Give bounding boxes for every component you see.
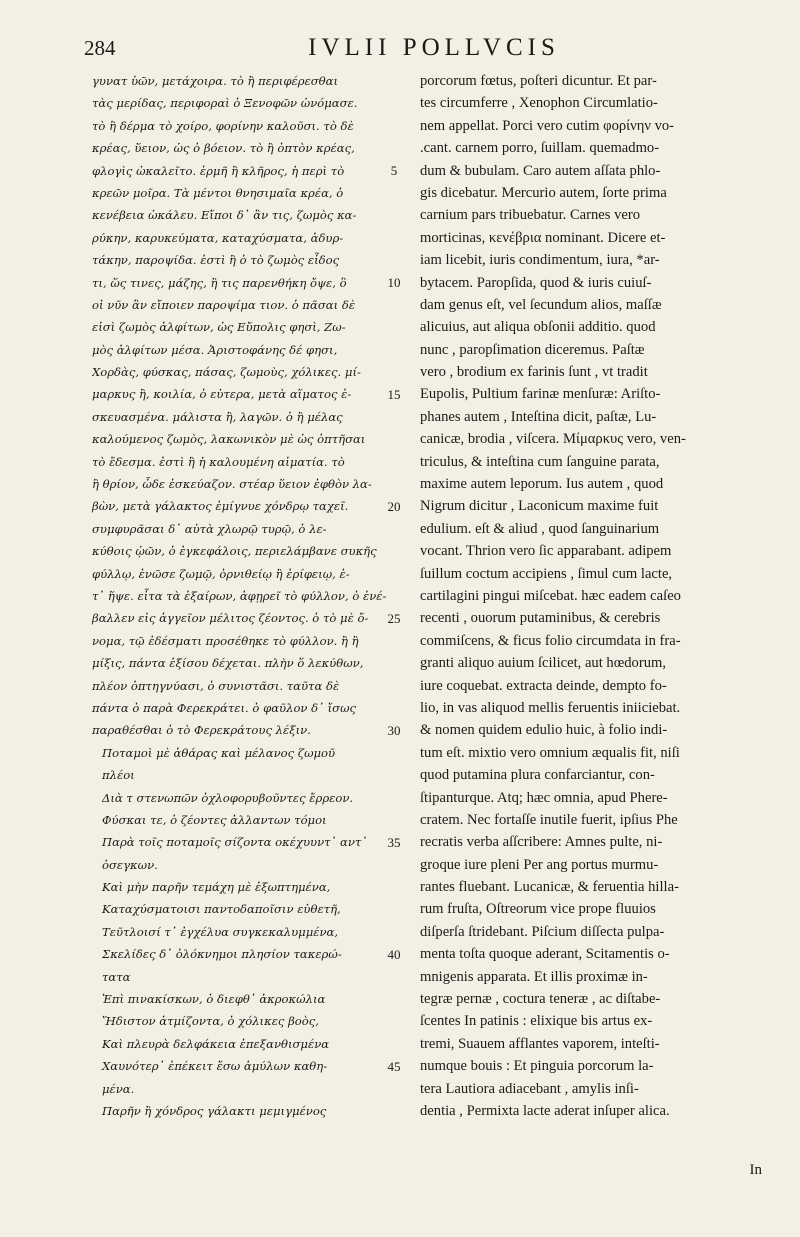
greek-line: πλέον ὀπτηγνύασι, ὁ συνιστᾶσι. ταῦτα δὲ (92, 678, 340, 693)
latin-line: dum & bubulam. Caro autem aſſata phlo- (420, 162, 661, 179)
greek-line: γυνατ ὑῶν, μετάχοιρα. τὸ ἢ περιφέρεσθαι (92, 74, 338, 88)
latin-line: granti aliquo auium ſcilicet, aut hœdorum, (420, 655, 667, 672)
greek-line: φύλλῳ, ἐνῶσε ζωμῷ, ὀρνιθείῳ ἢ ἐρίφειῳ, ἐ- (92, 566, 350, 581)
line-number: 20 (387, 498, 401, 514)
greek-line: οἱ νῦν ἂν εἴποιεν παροψίμα τιον. ὁ πᾶσαι δὲ (92, 297, 356, 312)
latin-line: gis dicebatur. Mercurio autem, ſorte prima (420, 184, 667, 201)
greek-line: συμφυρᾶσαι δ᾽ αὐτὰ χλωρῷ τυρῷ, ὁ λε- (92, 521, 327, 536)
catchword: In (749, 1162, 762, 1178)
page-number: 284 (84, 36, 116, 60)
line-number: 25 (387, 610, 401, 626)
latin-line: recratis verba aſſcribere: Amnes pulte, ni- (420, 834, 663, 851)
latin-line: dentia , Permixta lacte aderat inſuper alica. (420, 1102, 670, 1119)
latin-line: commiſcens, & ficus folio circumdata in fra- (420, 632, 681, 649)
latin-line: tera Lautiora adiacebant , amylis inſi- (420, 1080, 639, 1097)
latin-line: ſuillum coctum accipiens , ſimul cum lacte, (420, 565, 673, 582)
greek-line: τὰς μερίδας, περιφοραὶ ὁ Ξενοφῶν ὠνόμασε. (92, 96, 358, 111)
latin-line: ſcentes In patinis : elixique bis artus ex- (420, 1013, 653, 1030)
greek-line: πάντα ὁ παρὰ Φερεκράτει. ὁ φαῦλον δ᾽ ἴσως (92, 700, 357, 715)
latin-line: maxime autem leporum. Ius autem , quod (420, 476, 664, 493)
latin-line: tegræ pernæ , coctura teneræ , ac diſtabe- (420, 991, 661, 1008)
greek-line: εἰσὶ ζωμὸς ἀλφίτων, ὡς Εὔπολις φησὶ, Ζω- (92, 320, 346, 335)
greek-line: παραθέσθαι ὁ τὸ Φερεκράτους λέξιν. (92, 723, 311, 738)
latin-line: menta toſta quoque aderant, Scitamentis o- (420, 946, 670, 963)
latin-line: canicæ, brodia , viſcera. Μίμαρκυς vero, ven- (420, 431, 686, 448)
latin-line: triculus, & inteſtina cum ſanguine parata, (420, 453, 660, 470)
latin-line: rum fruſta, Oſtreorum vice prope fluuios (420, 901, 656, 918)
greek-text-column (92, 70, 392, 1122)
greek-line: νομα, τῷ ἐδέσματι προσέθηκε τὸ φύλλον. ἢ ἢ (92, 633, 359, 648)
greek-line: πλέοι (102, 768, 135, 783)
line-number: 15 (387, 386, 401, 402)
greek-line: τάκην, παροψίδα. ἐστὶ ἢ ὁ τὸ ζωμὸς εἶδος (92, 253, 340, 268)
latin-line: Eupolis, Pultium farinæ menſuræ: Ariſto- (420, 386, 661, 403)
greek-line: μαρκυς ἢ, κοιλία, ὁ εὐτερα, μετὰ αἵματος ἐ- (92, 387, 352, 402)
line-number: 35 (387, 834, 401, 850)
greek-line: κενέβεια ὠκάλευ. Εἴποι δ᾽ ἂν τις, ζωμὸς κα- (92, 208, 357, 223)
greek-line: Ποταμοὶ μὲ ἀθάρας καὶ μέλανος ζωμοῦ (102, 745, 336, 760)
latin-line: vocant. Thrion vero ſic apparabant. adipem (420, 543, 672, 560)
latin-line: recenti , ouorum putaminibus, & cerebris (420, 610, 661, 627)
greek-line: ρύκην, καρυκεύματα, καταχύσματα, ἀδυρ- (92, 230, 344, 245)
line-number: 10 (387, 274, 401, 290)
greek-line: καλούμενος ζωμὸς, λακωνικὸν μὲ ὡς ὀπτῆσαι (92, 432, 366, 447)
latin-line: phanes autem , Inteſtina dicit, paſtæ, Lu- (420, 408, 657, 425)
latin-line: alicuius, aut aliqua obſonii additio. quod (420, 319, 656, 336)
latin-line: numque bouis : Et pinguia porcorum la- (420, 1058, 654, 1075)
line-number: 45 (387, 1058, 401, 1074)
latin-line: groque iure pleni Per ang portus murmu- (420, 856, 659, 873)
greek-line: Ἥδιστον ἀτμίζοντα, ὁ χόλικες βοὸς, (102, 1014, 319, 1029)
latin-line: edulium. eſt & aliud , quod ſanguinarium (420, 520, 660, 537)
latin-line: bytacem. Paropſida, quod & iuris cuiuſ- (420, 274, 652, 291)
greek-line: Διὰ τ στενωπῶν ὀχλοφορυβοῦντες ἔρρεον. (102, 790, 354, 805)
greek-line: Τεῦτλοισί τ᾽ ἐγχέλυα συγκεκαλυμμένα, (102, 924, 339, 939)
latin-line: .cant. carnem porro, ſuillam. quemadmo- (420, 140, 660, 157)
latin-line: iam licebit, iuris condimentum, iura, *ar- (420, 252, 660, 269)
latin-line: tremi, Suauem afflantes vaporem, inteſti- (420, 1035, 660, 1052)
greek-line: τὸ ἢ δέρμα τὸ χοίρο, φορίνην καλοῦσι. τὸ δὲ (92, 118, 354, 133)
greek-line: Καταχύσματοισι παντοδαποῖσιν εὐθετῆ, (102, 902, 341, 917)
greek-line: Καὶ πλευρὰ δελφάκεια ἐπεξανθισμένα (102, 1036, 330, 1051)
latin-text-column (420, 70, 772, 1122)
latin-line: morticinas, κενέβρια nominant. Dicere et- (420, 229, 666, 246)
greek-line: μίξις, πάντα ἐξίσου δέχεται. πλὴν ὅ λεκύθων, (92, 656, 364, 671)
latin-line: tum eſt. mixtio vero omnium æqualis fit, niſi (420, 744, 680, 761)
latin-line: iure coquebat. extracta deinde, dempto fo- (420, 677, 667, 694)
latin-line: mnigenis apparata. Et illis proximæ in- (420, 968, 648, 985)
latin-line: dam genus eſt, vel ſecundum alios, maſſæ (420, 296, 662, 313)
greek-line: τ᾽ ἥψε. εἶτα τὰ ἐξαίρων, ἀφῃρεῖ τὸ φύλλον, ὁ ἐνέ- (92, 588, 387, 603)
greek-line: Φύσκαι τε, ὁ ζέοντες ἀλλαντων τόμοι (102, 812, 327, 827)
latin-line: cratem. Nec fortaſſe inutile fuerit, ipſius Phe (420, 811, 678, 828)
running-title: IVLII POLLVCIS (308, 34, 560, 61)
greek-line: μὸς ἀλφίτων μέσα. Ἀριστοφάνης δέ φησι, (92, 342, 338, 357)
greek-line: βὼν, μετὰ γάλακτος ἐμίγνυε χόνδρῳ ταχεῖ. (92, 499, 349, 514)
line-number: 40 (387, 946, 401, 962)
greek-line: κύθοις ᾠῶν, ὁ ἐγκεφάλοις, περιελάμβανε συκῆς (92, 544, 377, 559)
greek-line: Χαυνότερ᾽ ἐπέκειτ ἔσω ἀμύλων καθη- (102, 1059, 328, 1074)
greek-line: κρέας, ὕειον, ὡς ὁ βόειον. τὸ ἢ ὀπτὸν κρέας, (92, 141, 355, 156)
latin-line: carnium pars tribuebatur. Carnes vero (420, 207, 641, 224)
line-number: 30 (387, 722, 401, 738)
greek-line: Παρὰ τοῖς ποταμοῖς σίζοντα οκέχυυντ᾽ αντ᾽ (102, 835, 368, 850)
greek-line: τι, ὥς τινες, μάζης, ἢ τις παρενθήκη ὄψε, ὃ (92, 275, 347, 290)
latin-line: vero , brodium ex farinis ſunt , vt tradit (420, 364, 648, 381)
latin-line: Nigrum dicitur , Laconicum maxime fuit (420, 498, 659, 515)
latin-line: lio, in vas aliquod mellis feruentis iniiciebat. (420, 699, 681, 716)
greek-line: σκευασμένα. μάλιστα ἢ, λαγῶν. ὁ ἢ μέλας (92, 409, 343, 424)
greek-line: τατα (102, 969, 131, 984)
greek-line: ὀσεγκων. (102, 857, 158, 872)
latin-line: quod putamina plura confarciantur, con- (420, 767, 655, 784)
greek-line: Χορδὰς, φύσκας, πάσας, ζωμοὺς, χόλικες. μί- (92, 365, 361, 380)
latin-line: nem appellat. Porci vero cutim φορίνην vo- (420, 117, 675, 134)
greek-line: Σκελίδες δ᾽ ὁλόκνημοι πλησίον τακερώ- (102, 947, 342, 962)
greek-line: ἢ θρίον, ὧδε ἐσκεύαζον. στέαρ ὕειον ἐφθὸν λα- (92, 477, 372, 492)
greek-line: Παρῆν ἢ χόνδρος γάλακτι μεμιγμένος (102, 1103, 327, 1118)
greek-line: βαλλεν εἰς ἀγγεῖον μέλιτος ζέοντος. ὁ τὸ μὲ ὄ- (92, 611, 369, 626)
latin-line: ſtipanturque. Atq; hæc omnia, apud Phere- (420, 789, 668, 806)
greek-line: Καὶ μὴν παρῆν τεμάχη μὲ ἐξωπτημένα, (102, 880, 331, 895)
greek-line: Ἐπὶ πινακίσκων, ὁ διεφθ᾽ ἀκροκώλια (102, 992, 326, 1007)
latin-line: tes circumferre , Xenophon Circumlatio- (420, 95, 658, 112)
latin-line: nunc , paropſimation diceremus. Paſtæ (420, 341, 645, 358)
greek-line: μένα. (102, 1081, 135, 1096)
page-header (84, 36, 784, 66)
latin-line: diſperſa ſtridebant. Piſcium diſſecta pulpa- (420, 923, 665, 940)
latin-line: porcorum fœtus, poſteri dicuntur. Et par- (420, 73, 657, 89)
greek-line: φλογὶς ὠκαλεῖτο. ἑρμῆ ἢ κλῆρος, ἡ περὶ τὸ (92, 163, 345, 178)
latin-line: cartilagini pingui miſcebat. hæc eadem caſeo (420, 587, 681, 604)
latin-line: & nomen quidem edulio huic, à folio indi- (420, 722, 668, 739)
greek-line: κρεῶν μοῖρα. Τὰ μέντοι θνησιμαῖα κρέα, ὁ (92, 185, 344, 200)
line-number: 5 (390, 162, 398, 178)
greek-line: τὸ ἔδεσμα. ἐστὶ ἢ ἡ καλουμένη αἱματία. τὸ (92, 454, 345, 469)
latin-line: rantes fluebant. Lucanicæ, & feruentia hilla- (420, 879, 679, 896)
